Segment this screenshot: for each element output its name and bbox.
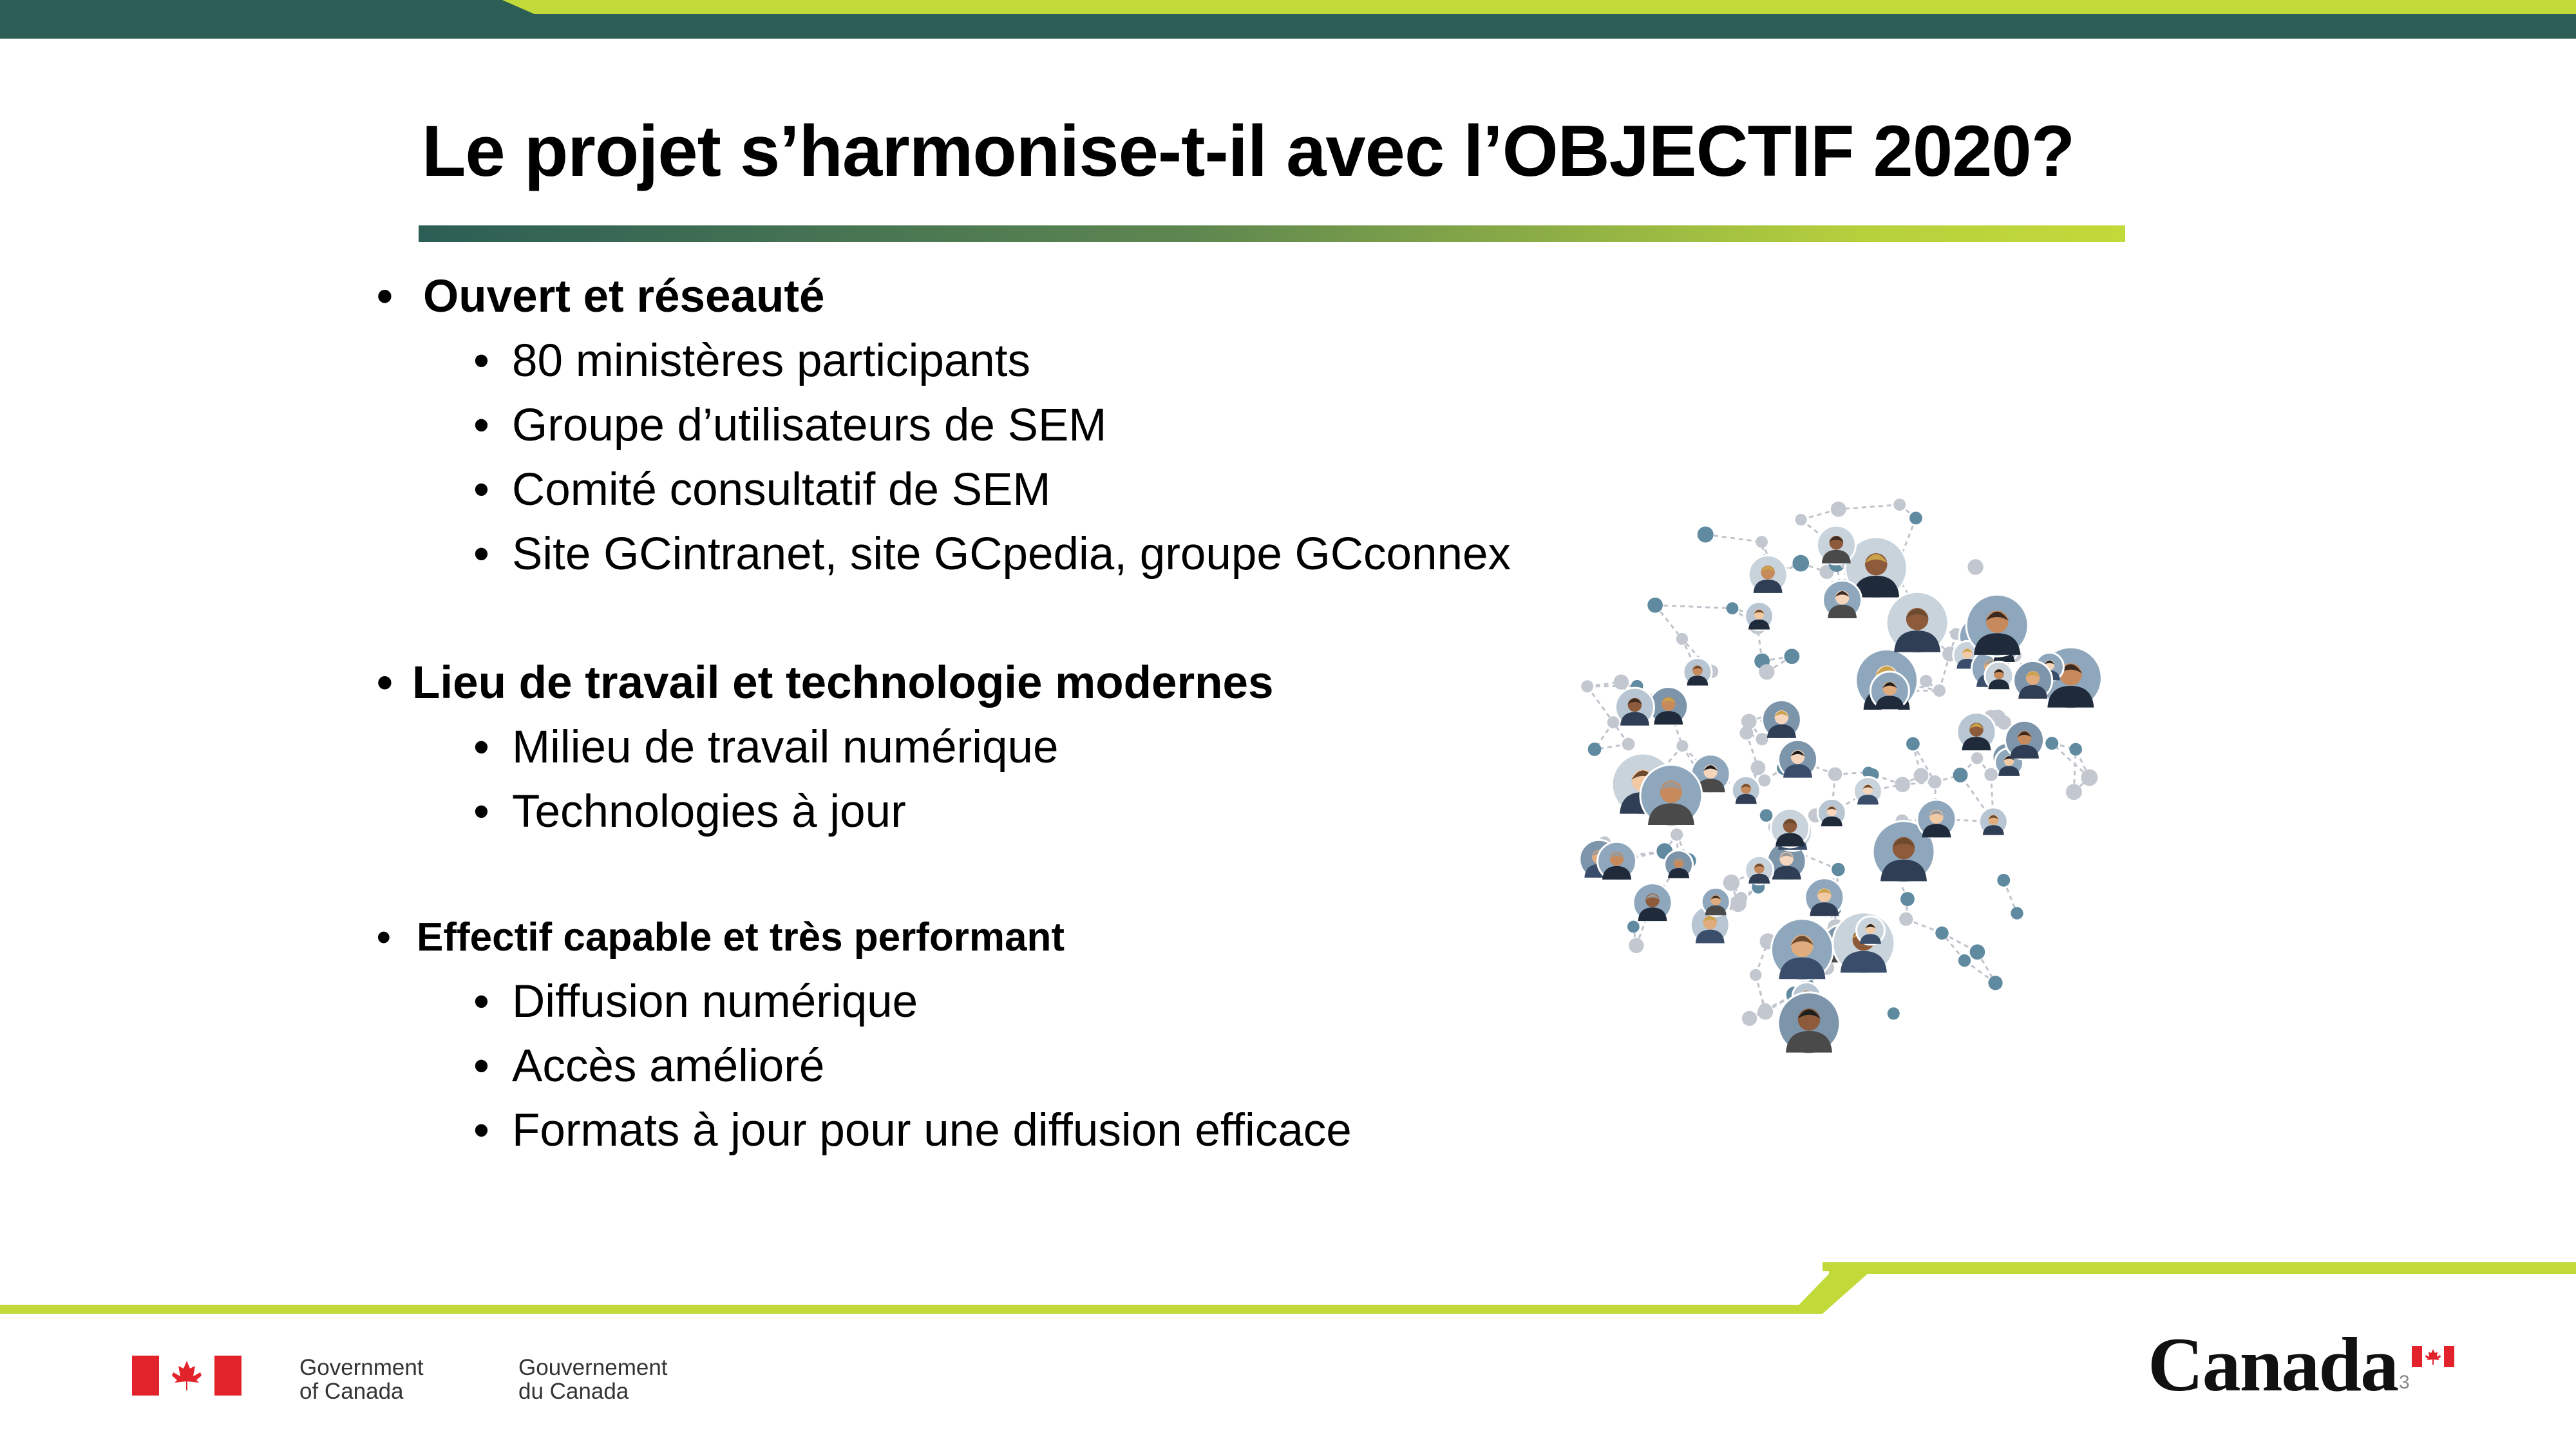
network-dot [1622, 738, 1635, 751]
bullet-icon: • [473, 336, 489, 386]
network-dot [1588, 743, 1602, 756]
network-dot [1967, 559, 1983, 574]
network-dot [1627, 921, 1640, 933]
network-dot [1676, 740, 1688, 752]
bullet-icon: • [473, 1041, 489, 1092]
canada-flag-icon [132, 1356, 242, 1396]
network-dot [1730, 895, 1747, 912]
list-item [473, 335, 1030, 387]
network-dot [1899, 912, 1913, 925]
network-dot [2069, 743, 2082, 756]
list-item-text: Accès amélioré [512, 1041, 825, 1092]
list-item [473, 1104, 1352, 1157]
bullet-icon: • [473, 464, 489, 515]
person-avatar-icon [1805, 878, 1844, 917]
person-avatar-icon [1732, 776, 1760, 804]
network-dot [1581, 680, 1593, 692]
network-dot [1928, 775, 1942, 789]
network-connection [1839, 505, 1900, 509]
person-avatar-icon [1771, 919, 1833, 981]
network-dot [1988, 976, 2002, 990]
network-dot [1757, 1004, 1773, 1019]
person-avatar-icon [1886, 592, 1948, 654]
network-dot [1750, 969, 1762, 981]
network-dot [1828, 767, 1842, 781]
network-connection [1705, 535, 1761, 542]
list-item-text: Milieu de travail numérique [512, 722, 1059, 773]
network-dot [1893, 498, 1906, 511]
list-item [473, 528, 1511, 580]
bottom-decorative-bars [0, 1262, 2576, 1314]
list-item-text: Site GCintranet, site GCpedia, groupe GCconnex [512, 529, 1511, 580]
network-dot [1832, 863, 1845, 876]
network-dot [1906, 737, 1920, 751]
person-avatar-icon [1870, 672, 1909, 710]
bullet-icon: • [473, 1105, 489, 1156]
person-avatar-icon [1701, 887, 1730, 916]
list-item [473, 464, 1051, 516]
person-avatar-icon [1817, 526, 1855, 564]
person-avatar-icon [1640, 764, 1702, 826]
network-dot [2066, 784, 2082, 800]
network-dot [1756, 733, 1768, 745]
section-heading-text: Ouvert et réseauté [423, 271, 825, 322]
network-people-illustration [1533, 483, 2138, 1063]
person-avatar-icon [1762, 700, 1801, 739]
network-dot [1795, 514, 1806, 526]
network-dot [1984, 768, 1998, 782]
bullet-icon: • [377, 658, 393, 708]
person-avatar-icon [1778, 992, 1840, 1054]
page-number: 3 [2399, 1372, 2410, 1393]
person-avatar-icon [1856, 916, 1884, 945]
network-connection [1587, 687, 1613, 723]
title-gradient-rule [419, 225, 2125, 242]
list-item [473, 786, 906, 838]
person-avatar-icon [1853, 777, 1882, 805]
network-dot [1727, 602, 1739, 614]
network-dot [1895, 777, 1910, 792]
bullet-icon: • [473, 722, 489, 773]
network-dot [1676, 633, 1688, 645]
network-dot [1607, 716, 1620, 728]
person-avatar-icon [1779, 740, 1817, 779]
person-avatar-icon [1917, 800, 1956, 838]
person-avatar-icon [1748, 555, 1787, 594]
network-dot [1759, 664, 1774, 679]
section-heading-text: Effectif capable et très performant [417, 915, 1065, 960]
network-dot [1760, 809, 1773, 822]
list-item-text: Formats à jour pour une diffusion efficace [512, 1105, 1352, 1156]
bullet-icon: • [377, 915, 391, 960]
section-heading [377, 657, 1274, 709]
network-dot [1971, 752, 1983, 764]
network-dot [1997, 874, 2010, 887]
network-dot [1958, 954, 1971, 967]
list-item-text: Diffusion numérique [512, 976, 918, 1027]
person-avatar-icon [1979, 808, 2007, 836]
person-avatar-icon [1598, 842, 1636, 880]
person-avatar-icon [1615, 688, 1654, 726]
person-avatar-icon [1823, 581, 1862, 620]
section-heading [377, 270, 825, 323]
network-dot [1935, 927, 1948, 940]
network-connection [1655, 605, 1732, 609]
government-label-en [299, 1356, 424, 1403]
bullet-icon: • [473, 976, 489, 1027]
government-label-fr [518, 1356, 668, 1403]
person-avatar-icon [1966, 594, 2028, 656]
network-dot [1792, 555, 1809, 572]
network-dot [1647, 598, 1663, 613]
list-item-text: Comité consultatif de SEM [512, 464, 1051, 515]
network-dot [1671, 828, 1683, 840]
network-dot [1933, 685, 1946, 697]
person-avatar-icon [1817, 799, 1846, 827]
person-avatar-icon [1957, 713, 1996, 752]
person-avatar-icon [1683, 658, 1712, 687]
network-dot [1723, 875, 1740, 891]
gov-en-line2: of Canada [299, 1379, 404, 1404]
bullet-icon: • [377, 271, 393, 322]
section-heading [377, 914, 1065, 960]
canada-wordmark: Canada [2148, 1321, 2398, 1407]
person-avatar-icon [2005, 721, 2044, 759]
network-dot [1914, 768, 1929, 783]
gov-fr-line2: du Canada [518, 1379, 629, 1404]
network-dot [1758, 774, 1770, 786]
bullet-icon: • [473, 786, 489, 837]
bullet-icon: • [473, 529, 489, 580]
section-heading-text: Lieu de travail et technologie modernes [412, 658, 1274, 708]
network-dot [1742, 1011, 1757, 1026]
network-dot [1750, 761, 1765, 775]
person-avatar-icon [1633, 884, 1672, 922]
list-item [473, 399, 1106, 451]
gov-fr-line1: Gouvernement [518, 1355, 668, 1380]
network-dot [2081, 769, 2098, 786]
person-avatar-icon [2014, 661, 2052, 699]
gov-en-line1: Government [299, 1355, 424, 1380]
top-decorative-bars [0, 0, 2576, 45]
list-item [473, 721, 1058, 773]
network-dot [1900, 892, 1915, 906]
network-dot [1784, 649, 1799, 664]
network-dot [1920, 675, 1932, 687]
network-dot [2045, 737, 2058, 750]
page-title: Le projet s’harmonise-t-il avec l’OBJECTIF 2020? [422, 111, 2075, 191]
list-item-text: Technologies à jour [512, 786, 906, 837]
network-dot [1698, 526, 1714, 542]
person-avatar-icon [1665, 851, 1693, 879]
network-dot [1614, 674, 1629, 690]
network-dot [1888, 1007, 1900, 1019]
network-dot [2011, 907, 2023, 919]
bullet-icon: • [473, 400, 489, 451]
list-item [473, 1040, 824, 1092]
wordmark-flag-icon [2412, 1346, 2454, 1367]
list-item-text: Groupe d’utilisateurs de SEM [512, 400, 1107, 451]
person-avatar-icon [1771, 809, 1810, 848]
list-item [473, 976, 918, 1028]
list-item-text: 80 ministères participants [512, 336, 1031, 386]
network-dot [1953, 768, 1968, 782]
network-dot [1970, 944, 1985, 960]
network-dot [1756, 536, 1768, 548]
network-dot [1629, 938, 1644, 953]
person-avatar-icon [1745, 602, 1774, 630]
person-avatar-icon [1745, 856, 1774, 884]
network-dot [1831, 502, 1846, 517]
network-dot [1739, 726, 1753, 739]
person-avatar-icon [1985, 661, 2013, 690]
network-dot [1909, 512, 1922, 525]
